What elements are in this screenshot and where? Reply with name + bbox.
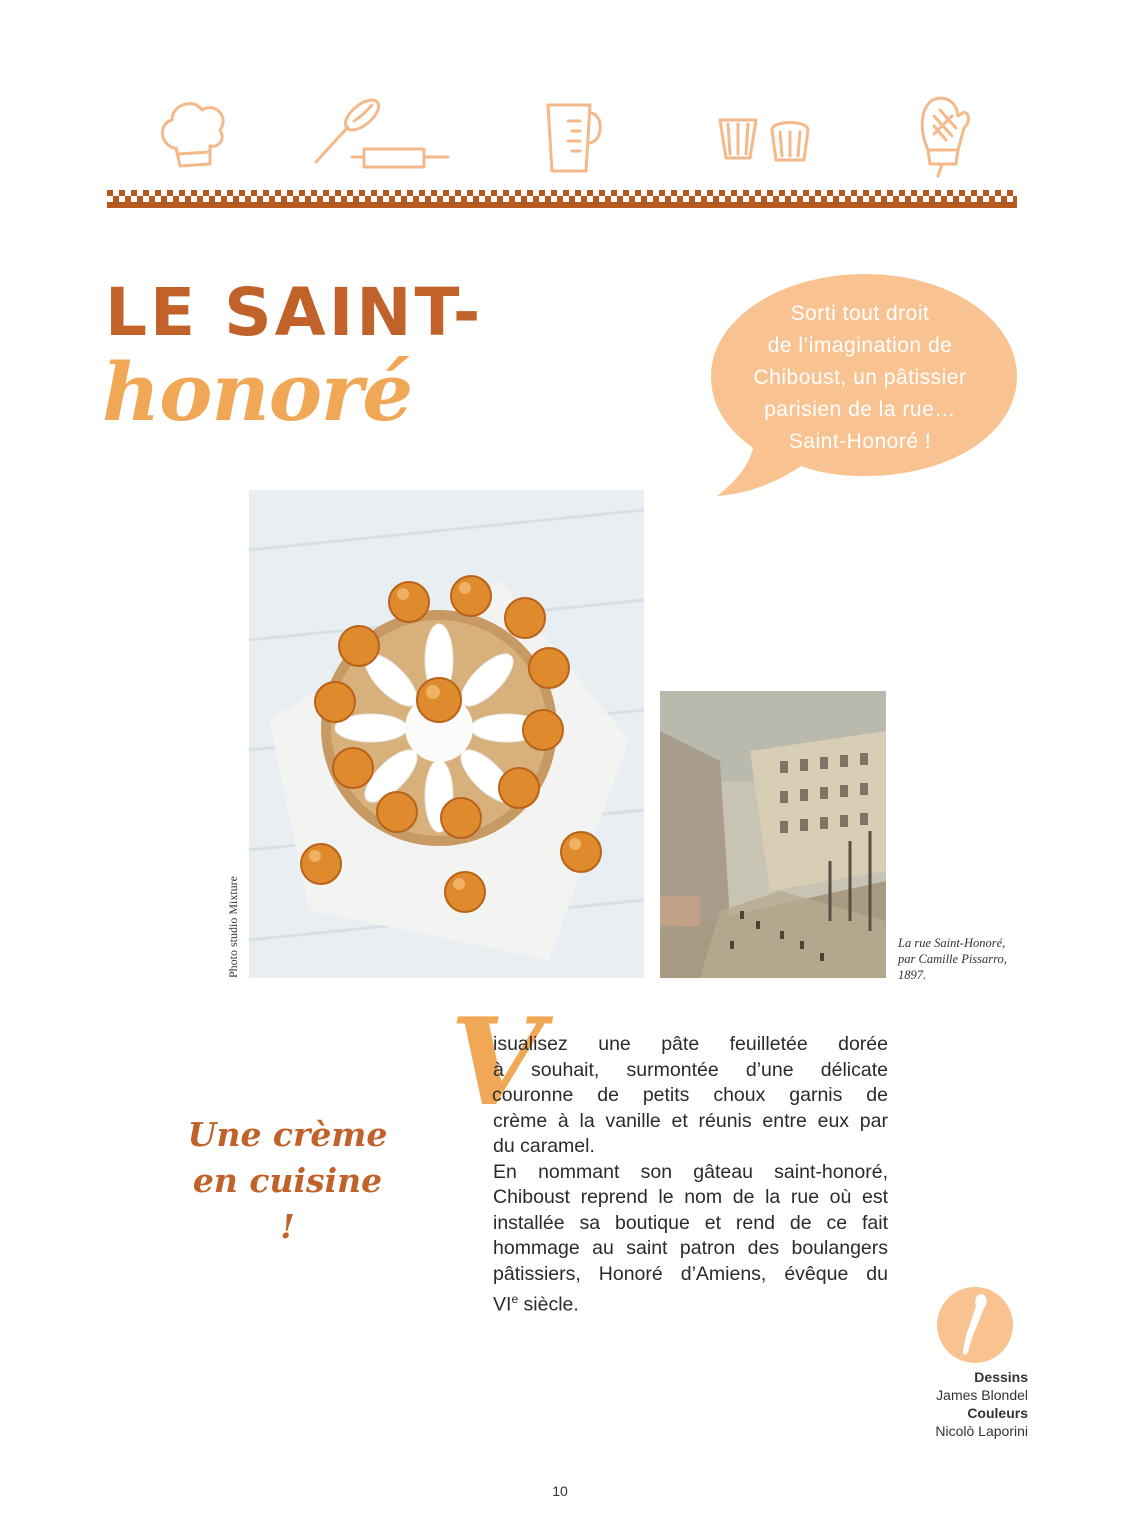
painting-caption: La rue Saint-Honoré, par Camille Pissarro, 1897.	[898, 936, 1007, 982]
saint-honore-cake-photo	[249, 490, 644, 978]
body-text: isualisez une pâte feuilletée dorée à souhait, surmontée d’une délicate couronne de petits choux garnis de crème à la vanille et réunis entre eux par du caramel. En nommant son gâteau saint-honoré, Chiboust reprend le nom de la rue où est installée sa boutique et rend de ce fait hommage au saint patron des boulangers pâtissiers, Honoré d’Amiens, évêque du VIe siècle.	[492, 1033, 888, 1316]
measuring-jug-icon	[540, 97, 610, 177]
bubble-text: Sorti tout droit de l’imagination de Chiboust, un pâtissier parisien de la rue… Saint-Honoré !	[753, 302, 967, 453]
header-icon-row	[0, 92, 1123, 182]
svg-text:V: V	[450, 992, 544, 1133]
page-title: LE SAINT-	[105, 274, 484, 351]
pissarro-painting	[660, 691, 886, 978]
whisk-and-rolling-pin-icon	[308, 97, 458, 172]
oven-mitt-icon	[914, 92, 974, 177]
checkered-divider	[107, 190, 1017, 208]
cupcake-molds-icon	[716, 110, 816, 170]
page-number: 10	[552, 1483, 568, 1499]
chef-hat-icon	[152, 92, 232, 172]
page-title-script: honoré	[102, 345, 413, 439]
photo-credit: Photo studio Mixture	[226, 875, 240, 978]
credits: Dessins James Blondel Couleurs Nicolò Laporini	[935, 1369, 1028, 1439]
subheading: Une crème en cuisine !	[187, 1115, 388, 1246]
credits-badge	[936, 1286, 1014, 1364]
